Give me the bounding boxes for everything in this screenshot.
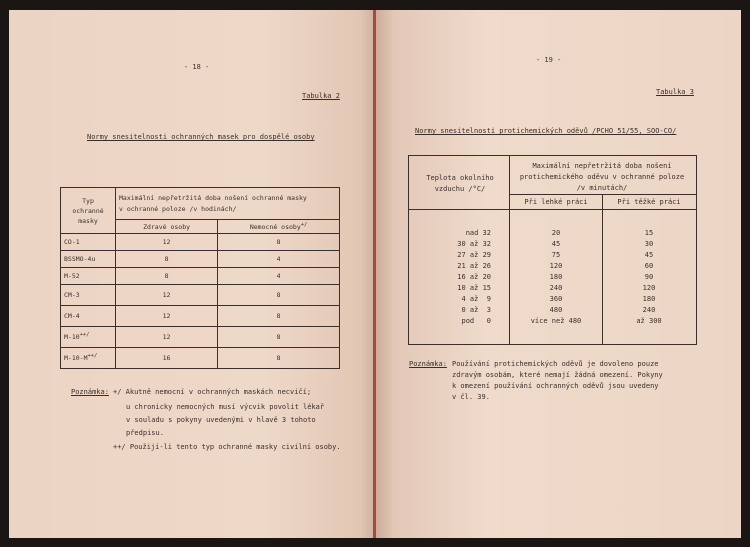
row-heavy: 240	[642, 306, 656, 314]
row-healthy: 8	[116, 268, 218, 285]
left-page	[9, 10, 375, 538]
row-heavy: 45	[644, 251, 654, 259]
header-max: Maximální nepřetržitá doba nošení ochranné masky v ochranné poloze /v hodinách/	[116, 188, 340, 220]
row-heavy: 120	[642, 284, 656, 292]
row-divider	[408, 209, 696, 210]
table-title: Normy snesitelnosti ochranných masek pro dospělé osoby	[87, 133, 315, 141]
header-heavy: Při těžké práci	[617, 198, 681, 206]
row-sick: 8	[218, 285, 340, 306]
row-temp: 0 až 3	[461, 306, 491, 314]
row-sick: 8	[218, 234, 340, 251]
note-line: ++/ Použijí-li tento typ ochranné masky civilní osoby.	[113, 443, 341, 451]
row-light: 75	[551, 251, 561, 259]
note-line: k omezení používání ochranných oděvů jsou uvedeny	[452, 382, 659, 390]
row-light: 45	[551, 240, 561, 248]
row-heavy: 15	[644, 229, 654, 237]
row-healthy: 12	[116, 234, 218, 251]
mask-table	[60, 187, 340, 369]
header-temp: Teplota okolního vzduchu /°C/	[426, 174, 494, 193]
note-label: Poznámka:	[409, 360, 447, 368]
row-heavy: až 300	[636, 317, 662, 325]
note-line: v souladu s pokyny uvedenými v hlavě 3 tohoto	[126, 416, 316, 424]
row-healthy: 16	[116, 348, 218, 369]
row-light: 120	[549, 262, 563, 270]
row-type: M-10++/	[61, 327, 116, 348]
row-healthy: 8	[116, 251, 218, 268]
page-number: - 19 -	[536, 56, 562, 64]
header-type: Typ ochranné masky	[61, 188, 116, 234]
row-healthy: 12	[116, 327, 218, 348]
header-healthy: Zdravé osoby	[116, 220, 218, 234]
row-heavy: 30	[644, 240, 654, 248]
row-healthy: 12	[116, 306, 218, 327]
note-line: u chronicky nemocných musí výcvik povolit lékař	[126, 403, 325, 411]
row-light: 480	[549, 306, 563, 314]
row-temp: 27 až 29	[457, 251, 491, 259]
page-number: - 18 -	[184, 63, 210, 71]
table-label: Tabulka 2	[302, 92, 340, 100]
row-type: CO-1	[61, 234, 116, 251]
row-sick: 8	[218, 306, 340, 327]
row-light: 180	[549, 273, 563, 281]
note-label: Poznámka:	[71, 388, 109, 396]
row-divider	[509, 194, 696, 195]
row-sick: 8	[218, 348, 340, 369]
row-temp: 21 až 26	[457, 262, 491, 270]
table-title: Normy snesitelnosti protichemických oděvů /PCHO 51/55, SOO-CO/	[415, 127, 677, 135]
note-line: Používání protichemických oděvů je dovoleno pouze	[452, 360, 659, 368]
note-line: v čl. 39.	[452, 393, 490, 401]
row-type: BSSMO-4u	[61, 251, 116, 268]
row-temp: 30 až 32	[457, 240, 491, 248]
row-heavy: 60	[644, 262, 654, 270]
row-temp: 10 až 15	[457, 284, 491, 292]
row-healthy: 12	[116, 285, 218, 306]
table-label: Tabulka 3	[656, 88, 694, 96]
header-light: Při lehké práci	[524, 198, 588, 206]
col-divider	[509, 155, 510, 344]
header-sick: Nemocné osoby+/	[218, 220, 340, 234]
note-line: +/ Akutně nemocní v ochranných maskách necvičí;	[113, 388, 312, 396]
row-temp: 4 až 9	[461, 295, 491, 303]
row-type: M-10-M++/	[61, 348, 116, 369]
row-temp: nad 32	[465, 229, 491, 237]
row-light: více než 480	[530, 317, 582, 325]
header-max: Maximální nepřetržitá doba nošení protichemického oděvu v ochranné poloze /v minutách/	[519, 162, 685, 192]
col-divider	[602, 194, 603, 344]
row-light: 240	[549, 284, 563, 292]
row-light: 20	[551, 229, 561, 237]
row-heavy: 90	[644, 273, 654, 281]
note-line: předpisu.	[126, 429, 164, 437]
note-line: zdravým osobám, které nemají žádná omezení. Pokyny	[452, 371, 663, 379]
row-type: CM-3	[61, 285, 116, 306]
row-light: 360	[549, 295, 563, 303]
row-temp: pod 0	[461, 317, 491, 325]
row-sick: 8	[218, 327, 340, 348]
row-type: M-52	[61, 268, 116, 285]
right-page	[376, 10, 741, 538]
row-temp: 16 až 20	[457, 273, 491, 281]
row-type: CM-4	[61, 306, 116, 327]
row-sick: 4	[218, 251, 340, 268]
row-sick: 4	[218, 268, 340, 285]
row-heavy: 180	[642, 295, 656, 303]
